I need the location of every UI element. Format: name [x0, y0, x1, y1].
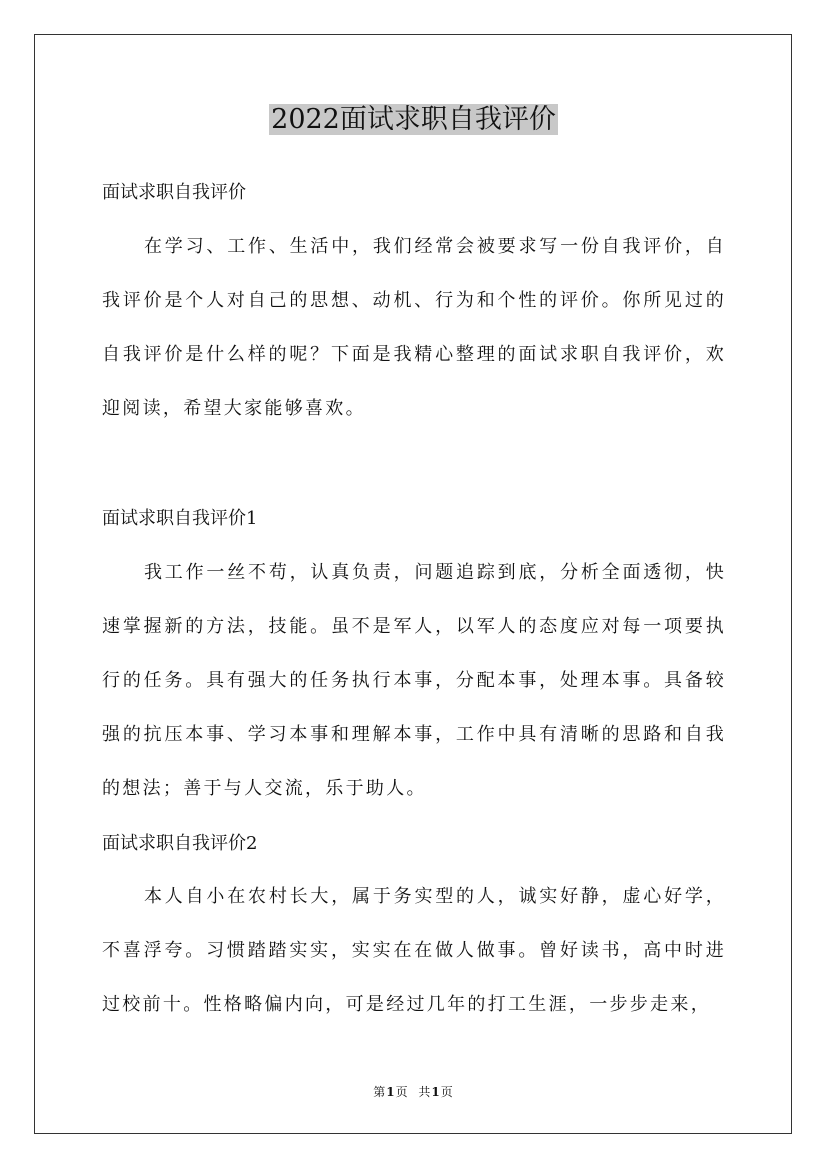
- footer-total-suffix: 页: [440, 1085, 454, 1099]
- document-title-text: 2022面试求职自我评价: [271, 104, 556, 135]
- section2-paragraph: 本人自小在农村长大，属于务实型的人，诚实好静，虚心好学，不喜浮夸。习惯踏踏实实，实实在在做人做事。曾好读书，高中时进过校前十。性格略偏内向，可是经过几年的打工生涯，一步步走来，: [102, 886, 726, 1015]
- footer-total-number: 1: [431, 1085, 441, 1099]
- section1-heading: 面试求职自我评价1: [102, 508, 258, 529]
- footer-page-suffix: 页: [395, 1085, 409, 1099]
- intro-paragraph: 在学习、工作、生活中，我们经常会被要求写一份自我评价，自我评价是个人对自己的思想、动机、行为和个性的评价。你所见过的自我评价是什么样的呢？下面是我精心整理的面试求职自我评价，欢迎阅读，希望大家能够喜欢。: [102, 236, 726, 419]
- intro-heading: 面试求职自我评价: [102, 182, 246, 203]
- footer-total-prefix: 共: [418, 1085, 432, 1099]
- section2-heading: 面试求职自我评价2: [102, 833, 258, 854]
- page-footer: [0, 1084, 827, 1100]
- footer-page-number: 1: [386, 1085, 396, 1099]
- section1-paragraph: 我工作一丝不苟，认真负责，问题追踪到底，分析全面透彻，快速掌握新的方法，技能。虽不是军人，以军人的态度应对每一项要执行的任务。具有强大的任务执行本事，分配本事，处理本事。具备较强的抗压本事、学习本事和理解本事，工作中具有清晰的思路和自我的想法；善于与人交流，乐于助人。: [102, 562, 726, 799]
- document-title: [0, 100, 827, 140]
- footer-page-prefix: 第: [373, 1085, 387, 1099]
